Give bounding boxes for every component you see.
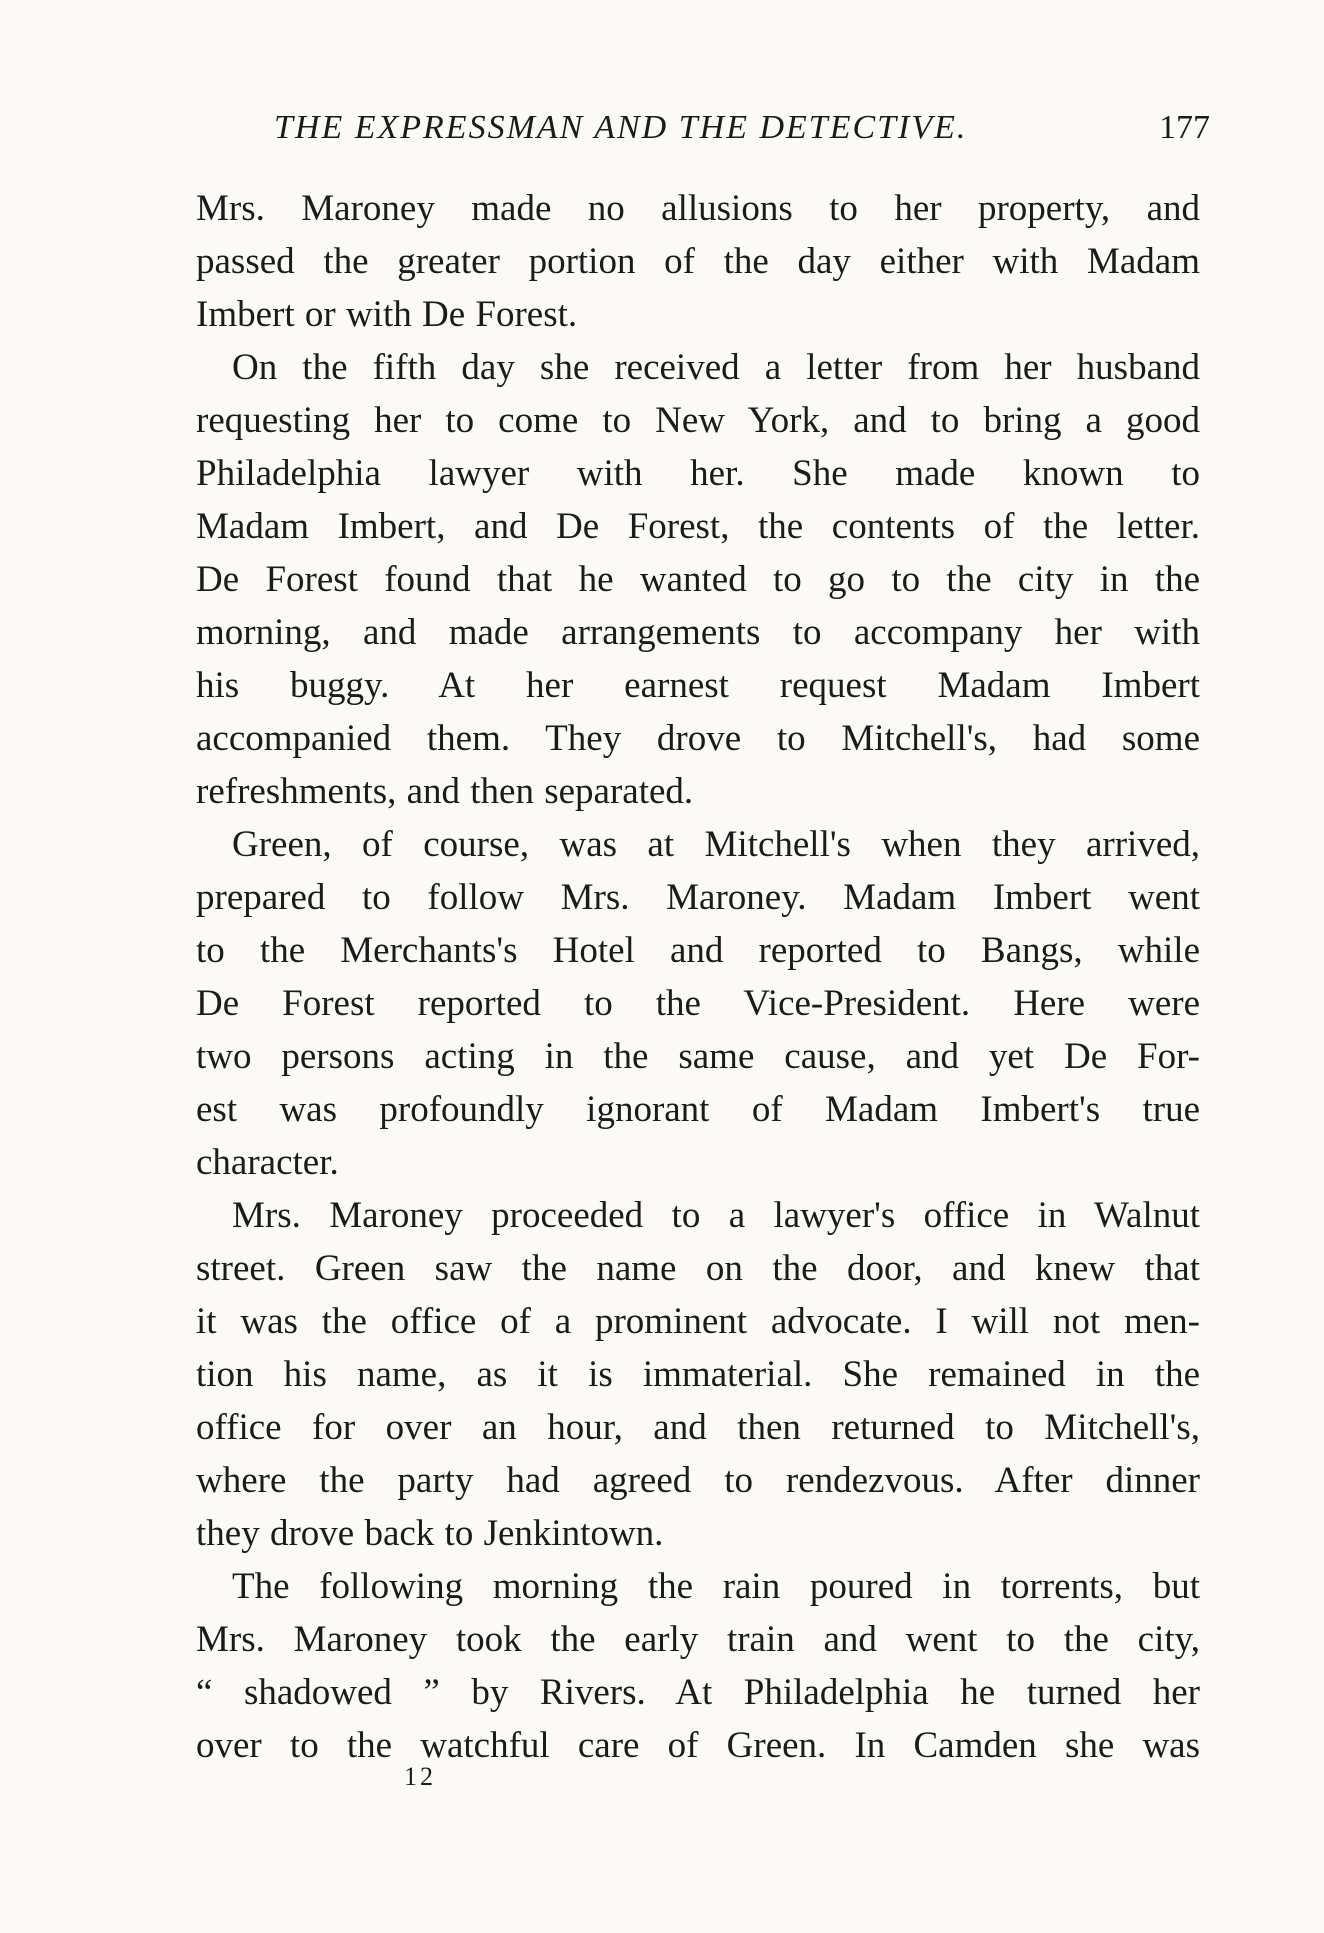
body-text bbox=[196, 182, 1200, 1772]
running-head bbox=[274, 106, 1210, 150]
page-number: 177 bbox=[1159, 109, 1210, 146]
text-line: Mrs. Maroney took the early train and went to the city, bbox=[196, 1619, 1200, 1660]
text-line: Imbert or with De Forest. bbox=[196, 294, 578, 335]
running-head-title: THE EXPRESSMAN AND THE DETECTIVE. bbox=[274, 109, 968, 146]
text-line: accompanied them. They drove to Mitchell's, had some bbox=[196, 718, 1200, 759]
text-line: Mrs. Maroney made no allusions to her property, and bbox=[196, 188, 1200, 229]
paragraph bbox=[196, 818, 1200, 1189]
text-line: On the fifth day she received a letter from her husband bbox=[232, 347, 1200, 388]
text-line: Green, of course, was at Mitchell's when they arrived, bbox=[232, 824, 1200, 865]
text-line: they drove back to Jenkintown. bbox=[196, 1513, 664, 1554]
text-line: to the Merchants's Hotel and reported to Bangs, while bbox=[196, 930, 1200, 971]
text-line: his buggy. At her earnest request Madam Imbert bbox=[196, 665, 1200, 706]
text-line: character. bbox=[196, 1142, 339, 1183]
text-line: requesting her to come to New York, and to bring a good bbox=[196, 400, 1200, 441]
text-line: prepared to follow Mrs. Maroney. Madam Imbert went bbox=[196, 877, 1200, 918]
paragraph bbox=[196, 1560, 1200, 1772]
text-line: De Forest found that he wanted to go to the city in the bbox=[196, 559, 1200, 600]
text-line: tion his name, as it is immaterial. She remained in the bbox=[196, 1354, 1200, 1395]
text-line: office for over an hour, and then returned to Mitchell's, bbox=[196, 1407, 1200, 1448]
text-line: est was profoundly ignorant of Madam Imbert's true bbox=[196, 1089, 1200, 1130]
text-line: Madam Imbert, and De Forest, the contents of the letter. bbox=[196, 506, 1200, 547]
text-line: two persons acting in the same cause, and yet De For- bbox=[196, 1036, 1200, 1077]
text-line: it was the office of a prominent advocate. I will not men- bbox=[196, 1301, 1200, 1342]
text-line: passed the greater portion of the day either with Madam bbox=[196, 241, 1200, 282]
text-line: Philadelphia lawyer with her. She made known to bbox=[196, 453, 1200, 494]
text-line: “ shadowed ” by Rivers. At Philadelphia he turned her bbox=[196, 1672, 1200, 1713]
text-line: The following morning the rain poured in torrents, but bbox=[232, 1566, 1200, 1607]
text-line: Mrs. Maroney proceeded to a lawyer's office in Walnut bbox=[232, 1195, 1200, 1236]
paragraph bbox=[196, 182, 1200, 341]
paragraph bbox=[196, 341, 1200, 818]
text-line: where the party had agreed to rendezvous. After dinner bbox=[196, 1460, 1200, 1501]
signature-mark: 12 bbox=[404, 1762, 436, 1791]
text-line: De Forest reported to the Vice-President. Here were bbox=[196, 983, 1200, 1024]
text-line: over to the watchful care of Green. In Camden she was bbox=[196, 1725, 1200, 1766]
text-line: refreshments, and then separated. bbox=[196, 771, 694, 812]
text-line: street. Green saw the name on the door, and knew that bbox=[196, 1248, 1200, 1289]
paragraph bbox=[196, 1189, 1200, 1560]
text-line: morning, and made arrangements to accompany her with bbox=[196, 612, 1200, 653]
